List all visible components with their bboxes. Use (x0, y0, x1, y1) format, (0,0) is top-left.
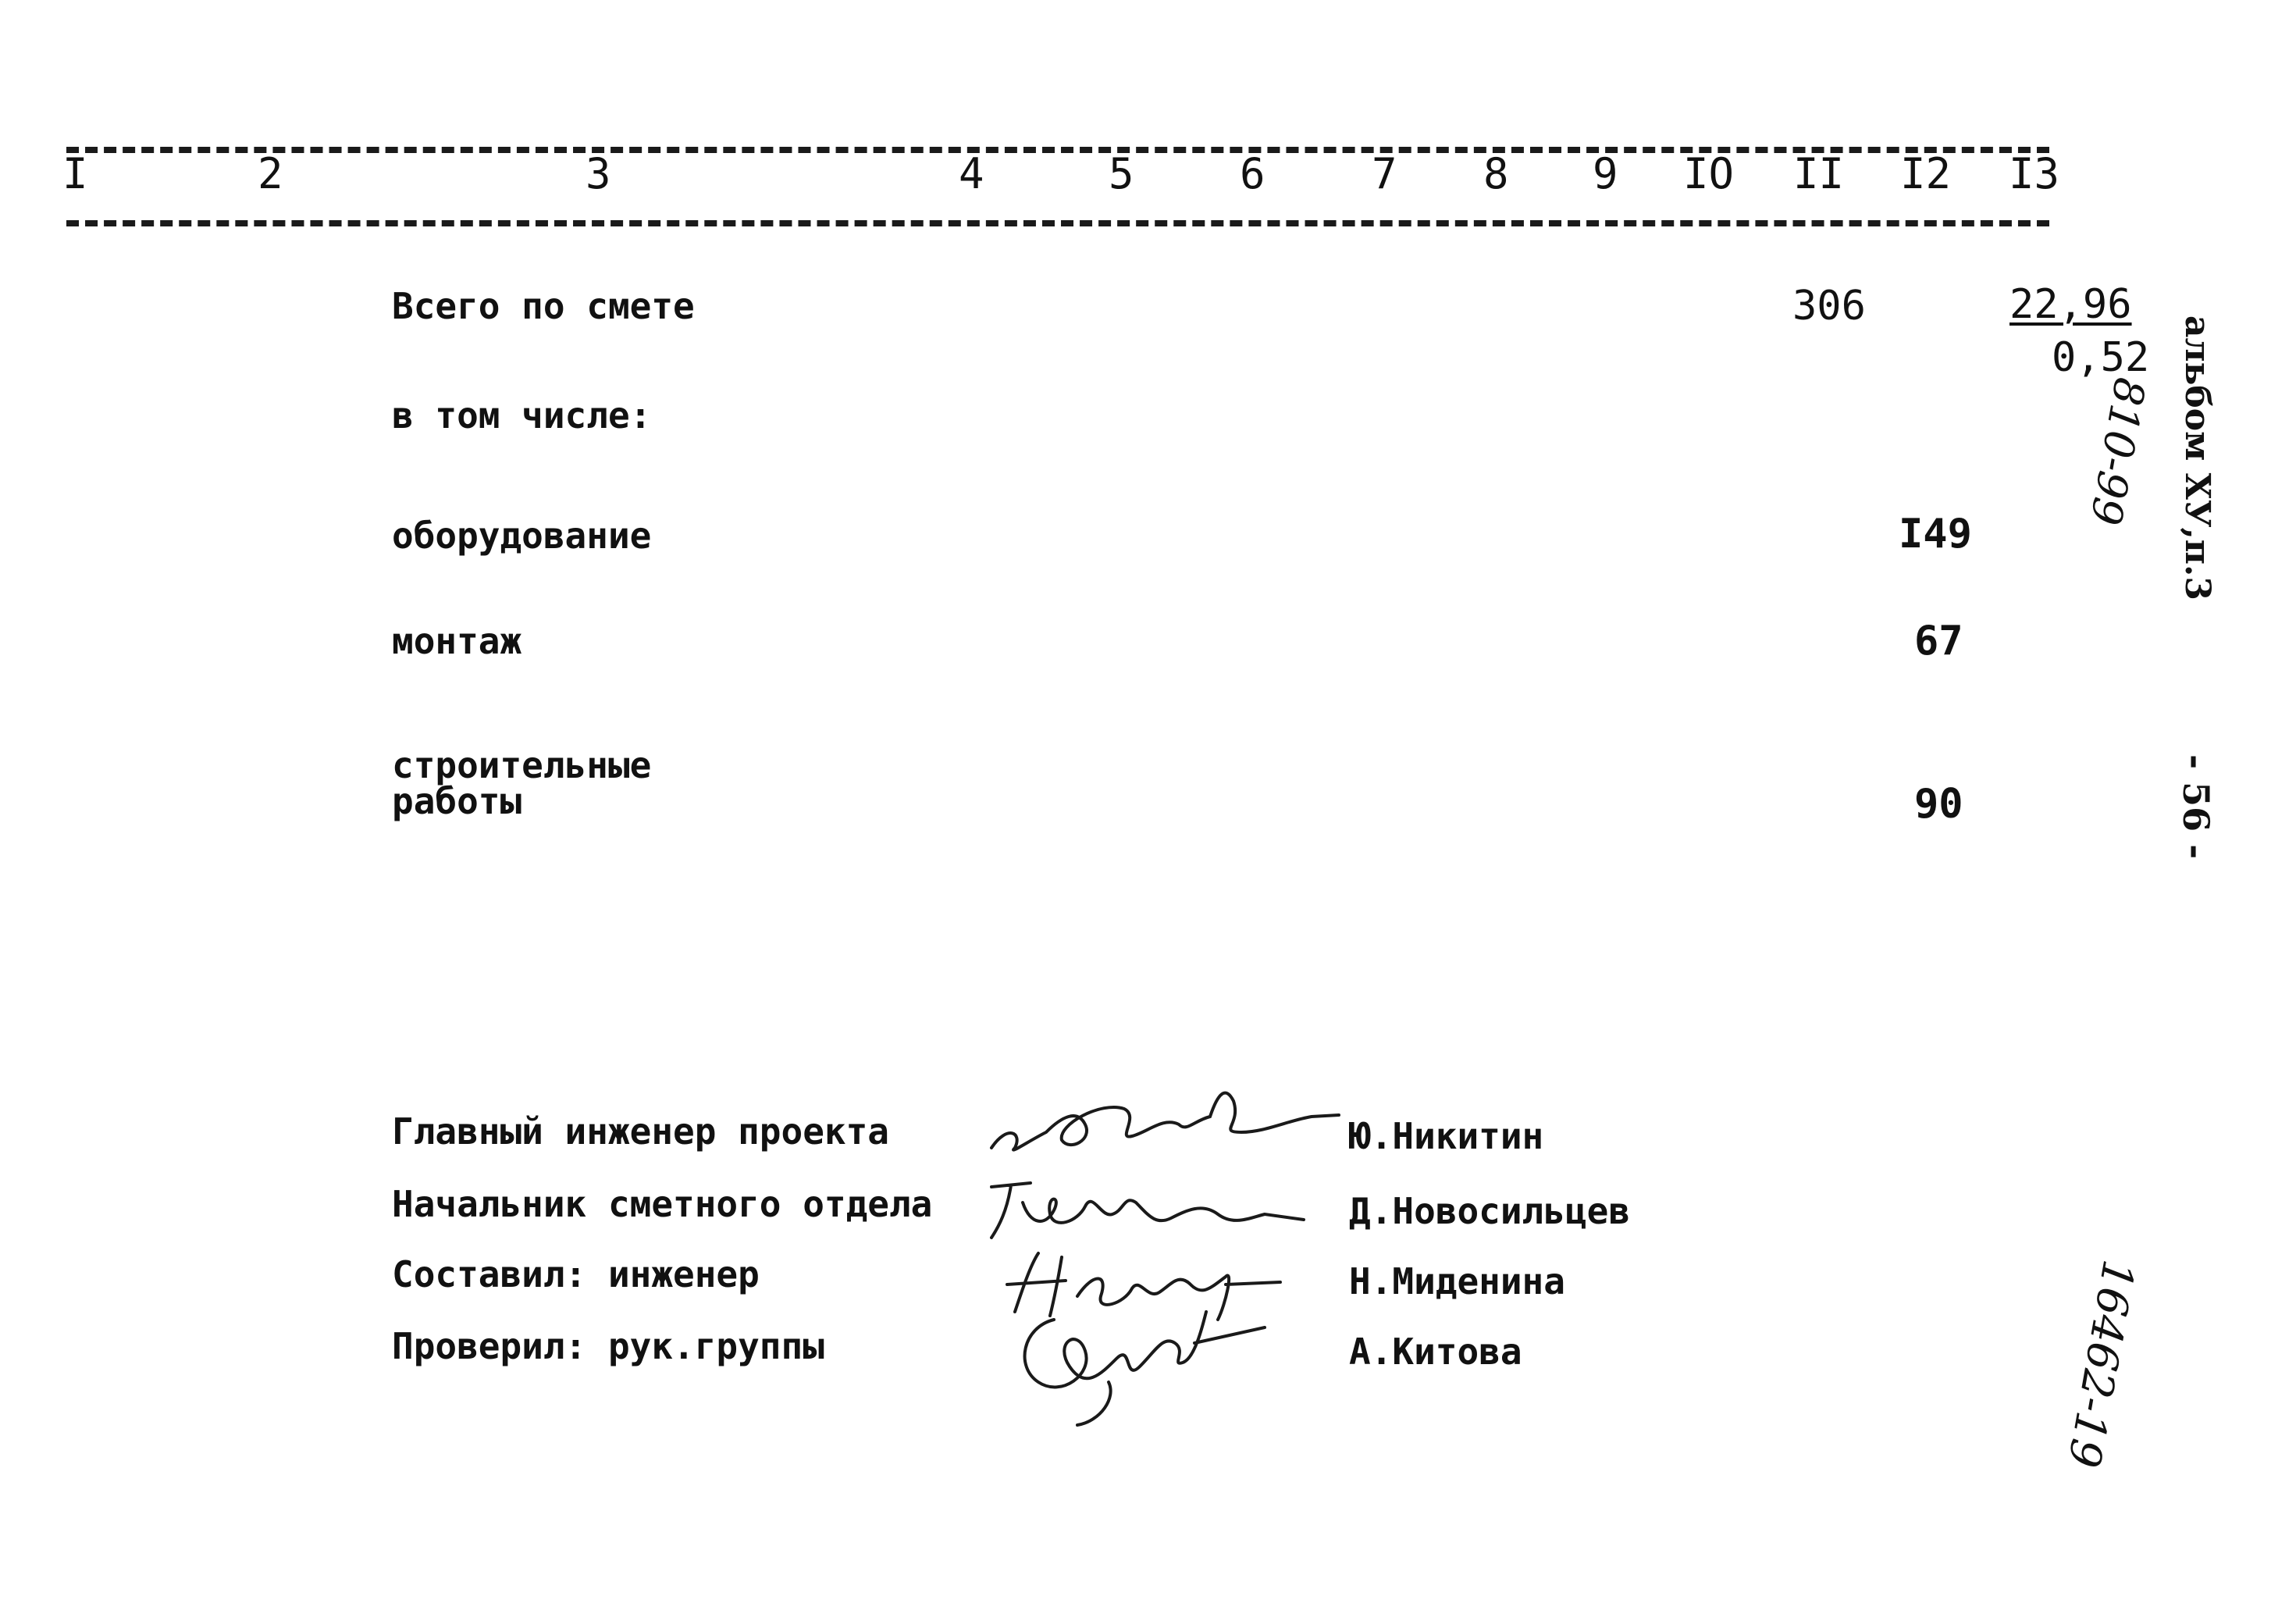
column-number: II (1793, 149, 1845, 198)
signature-name-compiler: Н.Миденина (1349, 1260, 1565, 1302)
total-fraction-top: 22,96 (2009, 281, 2132, 328)
column-number: I (62, 149, 88, 198)
column-number: 2 (258, 149, 283, 198)
including-label: в том числе: (392, 394, 652, 436)
handwritten-signature-checker (1007, 1296, 1273, 1429)
signature-role-compiler: Составил: инженер (392, 1253, 760, 1295)
column-number: IO (1683, 149, 1735, 198)
page-number: - 56 - (2175, 754, 2217, 860)
column-number: I3 (2009, 149, 2060, 198)
total-fraction-bottom: 0,52 (2052, 334, 2150, 381)
header-bottom-rule (66, 220, 2049, 226)
equipment-value: I49 (1899, 511, 1972, 558)
total-value: 306 (1792, 283, 1866, 330)
signature-name-checker: А.Китова (1349, 1331, 1522, 1373)
column-number: 9 (1593, 149, 1618, 198)
construction-label-line1: строительные (392, 744, 652, 786)
construction-label-line2: работы (392, 780, 522, 822)
handwritten-signature-chief-engineer (984, 1078, 1343, 1163)
column-number: 7 (1372, 149, 1397, 198)
signature-role-chief-engineer: Главный инженер проекта (392, 1110, 889, 1153)
handwritten-code: 810-99 (2080, 374, 2155, 529)
album-reference: альбом ХУ,п.3 (2177, 315, 2217, 600)
column-number: 4 (959, 149, 984, 198)
column-number: I2 (1900, 149, 1952, 198)
column-number: 6 (1240, 149, 1265, 198)
construction-value: 90 (1914, 781, 1963, 828)
signature-role-checker: Проверил: рук.группы (392, 1325, 824, 1367)
header-top-rule (66, 147, 2049, 153)
equipment-label: оборудование (392, 515, 652, 557)
column-number: 3 (586, 149, 611, 198)
column-number: 8 (1483, 149, 1509, 198)
handwritten-number: 16462-19 (2057, 1256, 2144, 1472)
handwritten-signature-estimate-head (976, 1171, 1312, 1249)
signature-name-chief-engineer: Ю.Никитин (1349, 1115, 1544, 1157)
signature-name-estimate-head: Д.Новосильцев (1349, 1190, 1631, 1232)
signature-role-estimate-head: Начальник сметного отдела (392, 1183, 933, 1225)
installation-label: монтаж (392, 620, 522, 662)
column-number: 5 (1109, 149, 1134, 198)
installation-value: 67 (1914, 618, 1963, 664)
total-label: Всего по смете (392, 285, 695, 327)
